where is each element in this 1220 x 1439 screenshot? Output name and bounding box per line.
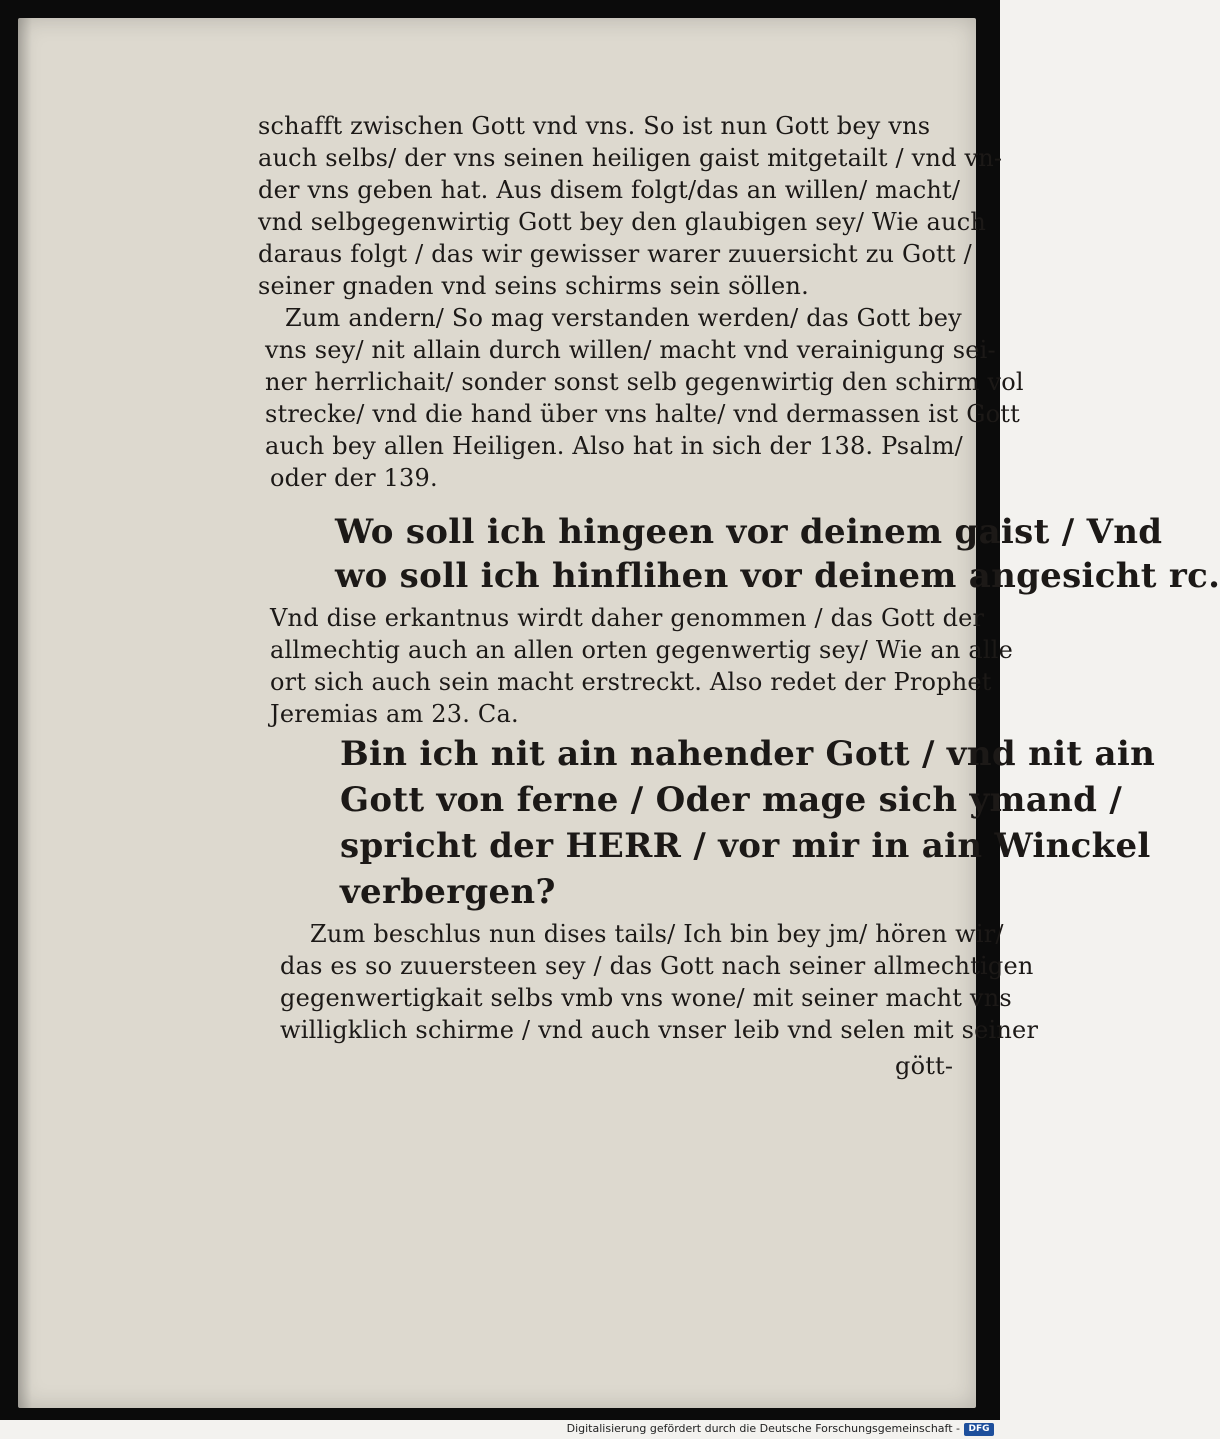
- text-line: Zum beschlus nun dises tails/ Ich bin bey jm/ hören wir/: [310, 920, 1004, 948]
- text-line: auch selbs/ der vns seinen heiligen gaist mitgetailt / vnd vn-: [258, 144, 1003, 172]
- footer-credit: Digitalisierung gefördert durch die Deutsche Forschungsgemeinschaft -: [566, 1422, 960, 1435]
- text-line: Zum andern/ So mag verstanden werden/ das Gott bey: [285, 304, 962, 332]
- quote-line: Wo soll ich hingeen vor deinem gaist / Vnd: [335, 512, 1163, 552]
- quote-line: Bin ich nit ain nahender Gott / vnd nit ain: [340, 734, 1156, 774]
- catchword: gött-: [895, 1052, 954, 1080]
- text-line: vnd selbgegenwirtig Gott bey den glaubigen sey/ Wie auch: [258, 208, 987, 236]
- text-line: allmechtig auch an allen orten gegenwertig sey/ Wie an alle: [270, 636, 1014, 664]
- quote-line: Gott von ferne / Oder mage sich ymand /: [340, 780, 1123, 820]
- text-line: oder der 139.: [270, 464, 438, 492]
- quote-line: wo soll ich hinflihen vor deinem angesicht rc.: [335, 556, 1220, 596]
- quote-line: verbergen?: [340, 872, 556, 912]
- text-line: Vnd dise erkantnus wirdt daher genommen / das Gott der: [270, 604, 985, 632]
- footer-bar: [0, 1420, 1000, 1439]
- text-line: der vns geben hat. Aus disem folgt/das an willen/ macht/: [258, 176, 961, 204]
- text-line: willigklich schirme / vnd auch vnser leib vnd selen mit seiner: [280, 1016, 1039, 1044]
- dfg-logo: DFG: [964, 1423, 994, 1436]
- text-line: ner herrlichait/ sonder sonst selb gegenwirtig den schirm vol: [265, 368, 1024, 396]
- text-line: auch bey allen Heiligen. Also hat in sich der 138. Psalm/: [265, 432, 963, 460]
- text-line: strecke/ vnd die hand über vns halte/ vnd dermassen ist Gott: [265, 400, 1020, 428]
- quote-line: spricht der HERR / vor mir in ain Winckel: [340, 826, 1151, 866]
- text-line: seiner gnaden vnd seins schirms sein söllen.: [258, 272, 809, 300]
- text-line: schafft zwischen Gott vnd vns. So ist nun Gott bey vns: [258, 112, 931, 140]
- text-line: das es so zuuersteen sey / das Gott nach seiner allmechtigen: [280, 952, 1034, 980]
- text-line: vns sey/ nit allain durch willen/ macht vnd verainigung sei-: [265, 336, 996, 364]
- text-line: gegenwertigkait selbs vmb vns wone/ mit seiner macht vns: [280, 984, 1012, 1012]
- text-line: Jeremias am 23. Ca.: [270, 700, 519, 728]
- text-line: daraus folgt / das wir gewisser warer zuuersicht zu Gott /: [258, 240, 972, 268]
- text-line: ort sich auch sein macht erstreckt. Also redet der Prophet: [270, 668, 992, 696]
